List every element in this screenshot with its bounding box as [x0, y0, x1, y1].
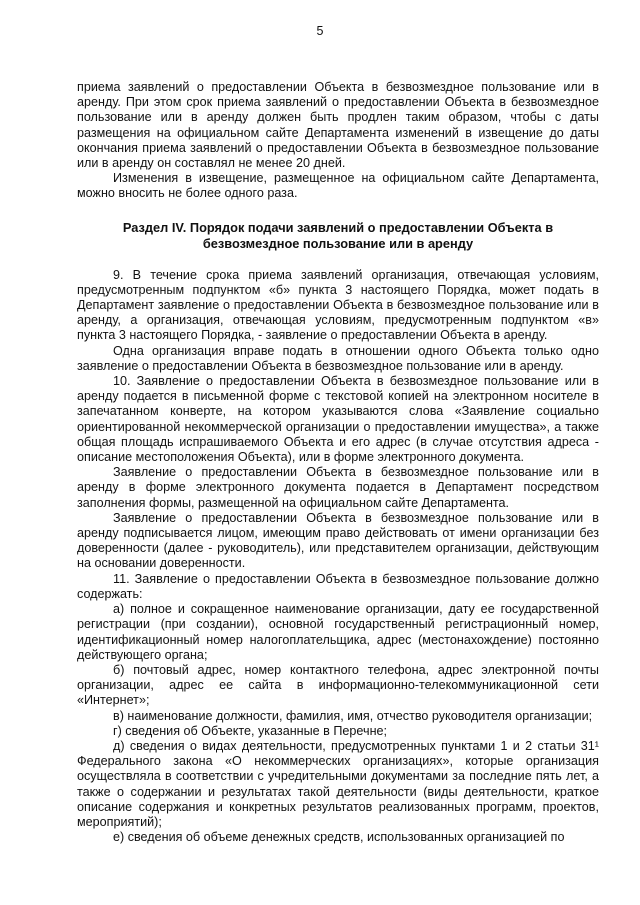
list-item: е) сведения об объеме денежных средств, использованных организацией по [113, 830, 565, 845]
section-heading-line: безвозмездное пользование или в аренду [202, 235, 474, 251]
paragraph: 9. В течение срока приема заявлений организация, отвечающая условиям, предусмотренным подпунктом «б» пункта 3 настоящего Порядка, может подать в Департамент заявление о предоставлении Объекта в безвозмездное пользование или в аренду, а организация, отвечающая условиям, предусмотренным подпунктом «в» пункта 3 настоящего Порядка, - заявление о предоставлении Объекта в аренду. [77, 267, 599, 343]
list-item: б) почтовый адрес, номер контактного телефона, адрес электронной почты организации, адрес ее сайта в информационно-телекоммуникационной сети «Интернет»; [77, 662, 599, 708]
paragraph: приема заявлений о предоставлении Объекта в безвозмездное пользование или в аренду. При этом срок приема заявлений о предоставлении Объекта в безвозмездное пользование или в аренду должен быть продлен таким образом, чтобы с даты размещения на официальном сайте Департамента изменений в извещение до даты окончания приема заявлений о предоставлении Объекта в безвозмездное пользование или в аренду он составлял не менее 20 дней. [77, 80, 599, 171]
list-item: а) полное и сокращенное наименование организации, дату ее государственной регистрации (при создании), основной государственный регистрационный номер, идентификационный номер налогоплательщика, адрес (местонахождение) постоянно действующего органа; [77, 602, 599, 662]
paragraph: Одна организация вправе подать в отношении одного Объекта только одно заявление о предоставлении Объекта в безвозмездное пользование или в аренду. [77, 343, 599, 373]
section-heading [77, 220, 599, 252]
paragraph: Изменения в извещение, размещенное на официальном сайте Департамента, можно вносить не более одного раза. [77, 171, 599, 201]
paragraph: Заявление о предоставлении Объекта в безвозмездное пользование или в аренду в форме электронного документа подается в Департамент посредством заполнения формы, размещенной на официальном сайте Департамента. [77, 465, 599, 510]
list-item: д) сведения о видах деятельности, предусмотренных пунктами 1 и 2 статьи 31¹ Федерального закона «О некоммерческих организациях», которые организация осуществляла в соответствии с учредительными документами за последние пять лет, а также о содержании и результатах такой деятельности (виды деятельности, краткое описание содержания и конкретных результатов реализованных программ, проектов, мероприятий); [77, 738, 599, 829]
paragraph: 11. Заявление о предоставлении Объекта в безвозмездное пользование должно содержать: [77, 571, 599, 601]
list-item: г) сведения об Объекте, указанные в Перечне; [113, 723, 388, 738]
page-number: 5 [316, 24, 324, 38]
list-item: в) наименование должности, фамилия, имя, отчество руководителя организации; [113, 708, 593, 723]
paragraph: Заявление о предоставлении Объекта в безвозмездное пользование или в аренду подписывается лицом, имеющим право действовать от имени организации без доверенности (далее - руководитель), или представителем организации, действующим на основании доверенности. [77, 510, 599, 571]
section-heading-line: Раздел IV. Порядок подачи заявлений о предоставлении Объекта в [122, 219, 554, 235]
paragraph: 10. Заявление о предоставлении Объекта в безвозмездное пользование или в аренду подается в письменной форме с текстовой копией на электронном носителе в запечатанном конверте, на котором указываются слова «Заявление социально ориентированной некоммерческой организации о предоставлении имущества», а также общая площадь испрашиваемого Объекта и его адрес (в случае отсутствия адреса - описание местоположения Объекта), или в форме электронного документа. [77, 374, 599, 465]
document-body [77, 80, 599, 845]
